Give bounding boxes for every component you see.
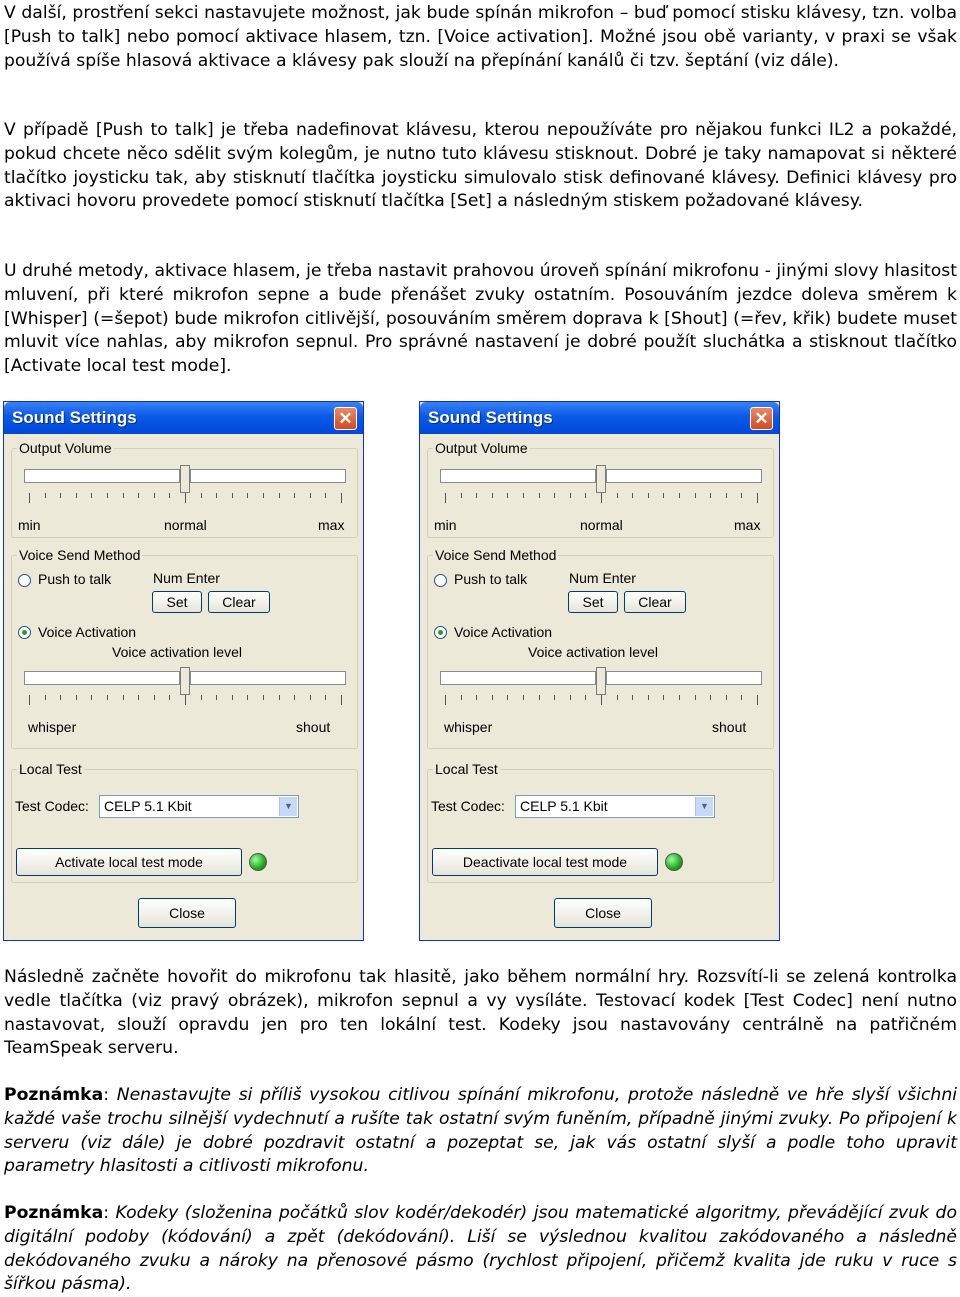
- output-volume-slider[interactable]: [440, 465, 762, 521]
- voice-activation-label[interactable]: Voice Activation: [454, 624, 553, 640]
- slider-tick: [247, 493, 248, 498]
- local-test-group: [11, 761, 358, 883]
- shout-label: shout: [296, 719, 331, 735]
- note-colon: :: [103, 1085, 117, 1105]
- slider-ticks: [24, 493, 346, 503]
- slider-tick: [648, 695, 649, 700]
- slider-tick: [539, 493, 540, 498]
- chevron-down-icon[interactable]: ▼: [279, 797, 297, 816]
- slider-tick: [154, 493, 155, 498]
- slider-tick: [632, 695, 633, 700]
- voice-activation-slider[interactable]: [24, 667, 346, 723]
- slider-tick: [539, 695, 540, 700]
- test-paragraph: Následně začněte hovořit do mikrofonu tak hlasitě, jako během normální hry. Rozsvítí-li se zelená kontrolka vedle tlačítka (viz pravý obrázek), mikrofon sepnul a vy vysíláte. Testovací kodek [Test Codec] není nutno nastavovat, slouží opravdu jen pro ten lokální test. Kodeky jsou nastavovány centrálně na patřičném TeamSpeak serveru.: [4, 967, 957, 1059]
- output-volume-group: [427, 440, 774, 538]
- slider-track-left: [440, 469, 596, 483]
- slider-tick: [138, 493, 139, 498]
- slider-tick: [695, 695, 696, 700]
- test-codec-select[interactable]: [515, 795, 715, 818]
- slider-tick: [201, 695, 202, 700]
- push-to-talk-paragraph: V případě [Push to talk] je třeba nadefinovat klávesu, kterou nepoužíváte pro nějakou funkci IL2 a pokaždé, pokud chcete něco sdělit svým kolegům, je nutno tuto klávesu stisknout. Dobré je taky namapovat si některé tlačítko joysticku tak, aby stisknutí tlačítka joysticku simulovalo stisk definované klávesy. Definici klávesy pro aktivaci hovoru provedete pomocí stisknutí tlačítka [Set] a následným stiskem požadované klávesy.: [4, 120, 957, 212]
- slider-tick: [45, 695, 46, 700]
- slider-tick: [757, 493, 758, 503]
- slider-tick: [201, 493, 202, 498]
- slider-tick: [679, 493, 680, 498]
- normal-label: normal: [580, 517, 623, 533]
- local-test-group: [427, 761, 774, 883]
- slider-tick: [461, 493, 462, 498]
- title-bar[interactable]: [4, 402, 363, 434]
- slider-tick: [648, 493, 649, 498]
- slider-tick: [91, 695, 92, 700]
- local-test-legend: Local Test: [19, 761, 82, 777]
- slider-tick: [154, 695, 155, 700]
- test-codec-label: Test Codec:: [15, 798, 89, 814]
- slider-ticks: [440, 493, 762, 503]
- slider-tick: [757, 695, 758, 705]
- slider-tick: [710, 695, 711, 700]
- slider-track-right: [606, 671, 762, 685]
- voice-send-method-legend: Voice Send Method: [435, 547, 557, 563]
- normal-label: normal: [164, 517, 207, 533]
- slider-tick: [45, 493, 46, 498]
- slider-tick: [29, 695, 30, 705]
- set-button[interactable]: Set: [152, 591, 202, 613]
- slider-tick: [695, 493, 696, 498]
- voice-activation-level-label: Voice activation level: [112, 644, 242, 660]
- slider-tick: [617, 493, 618, 498]
- slider-tick: [60, 695, 61, 700]
- slider-tick: [232, 493, 233, 498]
- slider-tick: [554, 695, 555, 700]
- note-text: Kodeky (složenina počátků slov kodér/dekodér) jsou matematické algoritmy, převádějící zvuk do digitální podoby (kódování) a zpět (dekódování). Liší se výslednou kvalitou zakódovaného a následně dekódovaného zvuku a nároky na přenosové pásmo (rychlost připojení, přičemž kvalita jde ruku v ruce s šířkou pásma).: [4, 1203, 957, 1295]
- chevron-down-icon[interactable]: ▼: [695, 797, 713, 816]
- slider-tick: [341, 695, 342, 705]
- voice-activation-paragraph: U druhé metody, aktivace hlasem, je třeba nastavit prahovou úroveň spínání mikrofonu - jinými slovy hlasitost mluvení, při které mikrofon sepne a bude přenášet zvuky ostatním. Posouváním jezdce doleva směrem k [Whisper] (=šepot) bude mikrofon citlivější, posouváním směrem doprava k [Shout] (=řev, křik) budete muset mluvit více nahlas, aby mikrofon sepnul. Pro správné nastavení je dobré použít sluchátka a stisknout tlačítko [Activate local test mode].: [4, 261, 957, 377]
- slider-tick: [216, 493, 217, 498]
- slider-tick: [741, 493, 742, 498]
- test-codec-value: CELP 5.1 Kbit: [104, 798, 192, 814]
- slider-ticks: [440, 695, 762, 705]
- push-to-talk-label[interactable]: Push to talk: [38, 571, 112, 587]
- test-codec-value: CELP 5.1 Kbit: [520, 798, 608, 814]
- slider-tick: [632, 493, 633, 498]
- slider-tick: [492, 493, 493, 498]
- slider-tick: [445, 695, 446, 705]
- slider-tick: [123, 695, 124, 700]
- slider-track-left: [24, 671, 180, 685]
- local-test-mode-button[interactable]: Activate local test mode: [16, 848, 242, 876]
- slider-tick: [663, 695, 664, 700]
- slider-thumb[interactable]: [596, 465, 606, 493]
- output-volume-legend: Output Volume: [435, 440, 528, 456]
- slider-tick: [91, 493, 92, 498]
- slider-tick: [554, 493, 555, 498]
- push-to-talk-radio[interactable]: [18, 574, 31, 587]
- dialog-title: Sound Settings: [12, 408, 137, 427]
- slider-tick: [617, 695, 618, 700]
- slider-tick: [263, 493, 264, 498]
- slider-ticks: [24, 695, 346, 705]
- slider-tick: [107, 493, 108, 498]
- voice-activation-radio[interactable]: [434, 626, 447, 639]
- shout-label: shout: [712, 719, 747, 735]
- slider-tick: [663, 493, 664, 498]
- slider-tick: [570, 493, 571, 498]
- slider-tick: [76, 695, 77, 700]
- slider-tick: [492, 695, 493, 700]
- note-codecs: [4, 1202, 957, 1297]
- output-volume-slider[interactable]: [24, 465, 346, 521]
- slider-thumb[interactable]: [596, 667, 606, 695]
- slider-tick: [310, 695, 311, 700]
- slider-tick: [60, 493, 61, 498]
- title-bar[interactable]: [420, 402, 779, 434]
- local-test-mode-button[interactable]: Deactivate local test mode: [432, 848, 658, 876]
- voice-indicator-led: [665, 853, 683, 871]
- voice-activation-slider[interactable]: [440, 667, 762, 723]
- slider-tick: [29, 493, 30, 503]
- whisper-label: whisper: [444, 719, 493, 735]
- slider-tick: [710, 493, 711, 498]
- hotkey-value: Num Enter: [153, 570, 220, 586]
- set-button[interactable]: Set: [568, 591, 618, 613]
- slider-tick: [726, 695, 727, 700]
- slider-tick: [216, 695, 217, 700]
- voice-activation-level-label: Voice activation level: [528, 644, 658, 660]
- slider-tick: [185, 695, 186, 705]
- slider-tick: [169, 493, 170, 498]
- slider-tick: [726, 493, 727, 498]
- slider-tick: [107, 695, 108, 700]
- slider-track-right: [606, 469, 762, 483]
- test-codec-select[interactable]: [99, 795, 299, 818]
- intro-paragraph: V další, prostření sekci nastavujete možnost, jak bude spínán mikrofon – buď pomocí stisku klávesy, tzn. volba [Push to talk] nebo pomocí aktivace hlasem, tzn. [Voice activation]. Možné jsou obě varianty, v praxi se však používá spíše hlasová aktivace a klávesy pak slouží na přepínání kanálů či tzv. šeptání (viz dále).: [4, 3, 957, 71]
- output-volume-legend: Output Volume: [19, 440, 112, 456]
- slider-track-right: [190, 469, 346, 483]
- slider-tick: [601, 695, 602, 705]
- push-to-talk-radio[interactable]: [434, 574, 447, 587]
- sound-settings-dialog-right: [419, 401, 780, 941]
- close-button[interactable]: Close: [554, 898, 652, 928]
- slider-track-left: [440, 671, 596, 685]
- note-label: Poznámka: [4, 1085, 104, 1105]
- slider-tick: [476, 695, 477, 700]
- slider-tick: [294, 695, 295, 700]
- slider-tick: [523, 493, 524, 498]
- slider-tick: [523, 695, 524, 700]
- clear-button[interactable]: Clear: [624, 591, 686, 613]
- slider-thumb[interactable]: [180, 465, 190, 493]
- close-button[interactable]: Close: [138, 898, 236, 928]
- note-colon: :: [103, 1203, 116, 1223]
- note-label: Poznámka: [4, 1203, 104, 1223]
- slider-tick: [601, 493, 602, 503]
- max-label: max: [318, 517, 345, 533]
- slider-tick: [123, 493, 124, 498]
- slider-tick: [476, 493, 477, 498]
- slider-tick: [341, 493, 342, 503]
- voice-activation-radio[interactable]: [18, 626, 31, 639]
- test-codec-label: Test Codec:: [431, 798, 505, 814]
- slider-tick: [232, 695, 233, 700]
- slider-tick: [76, 493, 77, 498]
- slider-tick: [247, 695, 248, 700]
- voice-send-method-group: [11, 547, 358, 749]
- slider-tick: [585, 695, 586, 700]
- close-icon[interactable]: ✕: [750, 407, 773, 430]
- slider-tick: [585, 493, 586, 498]
- clear-button[interactable]: Clear: [208, 591, 270, 613]
- slider-tick: [507, 493, 508, 498]
- min-label: min: [434, 517, 457, 533]
- slider-tick: [279, 695, 280, 700]
- slider-tick: [310, 493, 311, 498]
- slider-track-right: [190, 671, 346, 685]
- min-label: min: [18, 517, 41, 533]
- voice-activation-label[interactable]: Voice Activation: [38, 624, 137, 640]
- slider-tick: [445, 493, 446, 503]
- slider-tick: [279, 493, 280, 498]
- note-sensitivity: [4, 1084, 957, 1179]
- slider-tick: [169, 695, 170, 700]
- slider-tick: [570, 695, 571, 700]
- dialog-title: Sound Settings: [428, 408, 553, 427]
- push-to-talk-label[interactable]: Push to talk: [454, 571, 528, 587]
- note-text: Nenastavujte si příliš vysokou citlivou spínání mikrofonu, protože následně ve hře slyší všichni každé vaše trochu silnější vydechnutí a rušíte tak ostatní svým funěním, případně jinými zvuky. Po připojení k serveru (viz dále) je dobré pozdravit ostatní a pozeptat se, jak vás ostatní slyší a podle toho upravit parametry hlasitosti a citlivosti mikrofonu.: [4, 1085, 957, 1177]
- local-test-legend: Local Test: [435, 761, 498, 777]
- hotkey-value: Num Enter: [569, 570, 636, 586]
- voice-send-method-group: [427, 547, 774, 749]
- slider-track-left: [24, 469, 180, 483]
- sound-settings-dialog-left: [3, 401, 364, 941]
- slider-tick: [679, 695, 680, 700]
- voice-indicator-led: [249, 853, 267, 871]
- slider-tick: [325, 695, 326, 700]
- max-label: max: [734, 517, 761, 533]
- slider-tick: [741, 695, 742, 700]
- slider-tick: [325, 493, 326, 498]
- output-volume-group: [11, 440, 358, 538]
- slider-tick: [263, 695, 264, 700]
- slider-tick: [461, 695, 462, 700]
- whisper-label: whisper: [28, 719, 77, 735]
- slider-tick: [185, 493, 186, 503]
- slider-tick: [507, 695, 508, 700]
- voice-send-method-legend: Voice Send Method: [19, 547, 141, 563]
- close-icon[interactable]: ✕: [334, 407, 357, 430]
- slider-tick: [138, 695, 139, 700]
- slider-thumb[interactable]: [180, 667, 190, 695]
- slider-tick: [294, 493, 295, 498]
